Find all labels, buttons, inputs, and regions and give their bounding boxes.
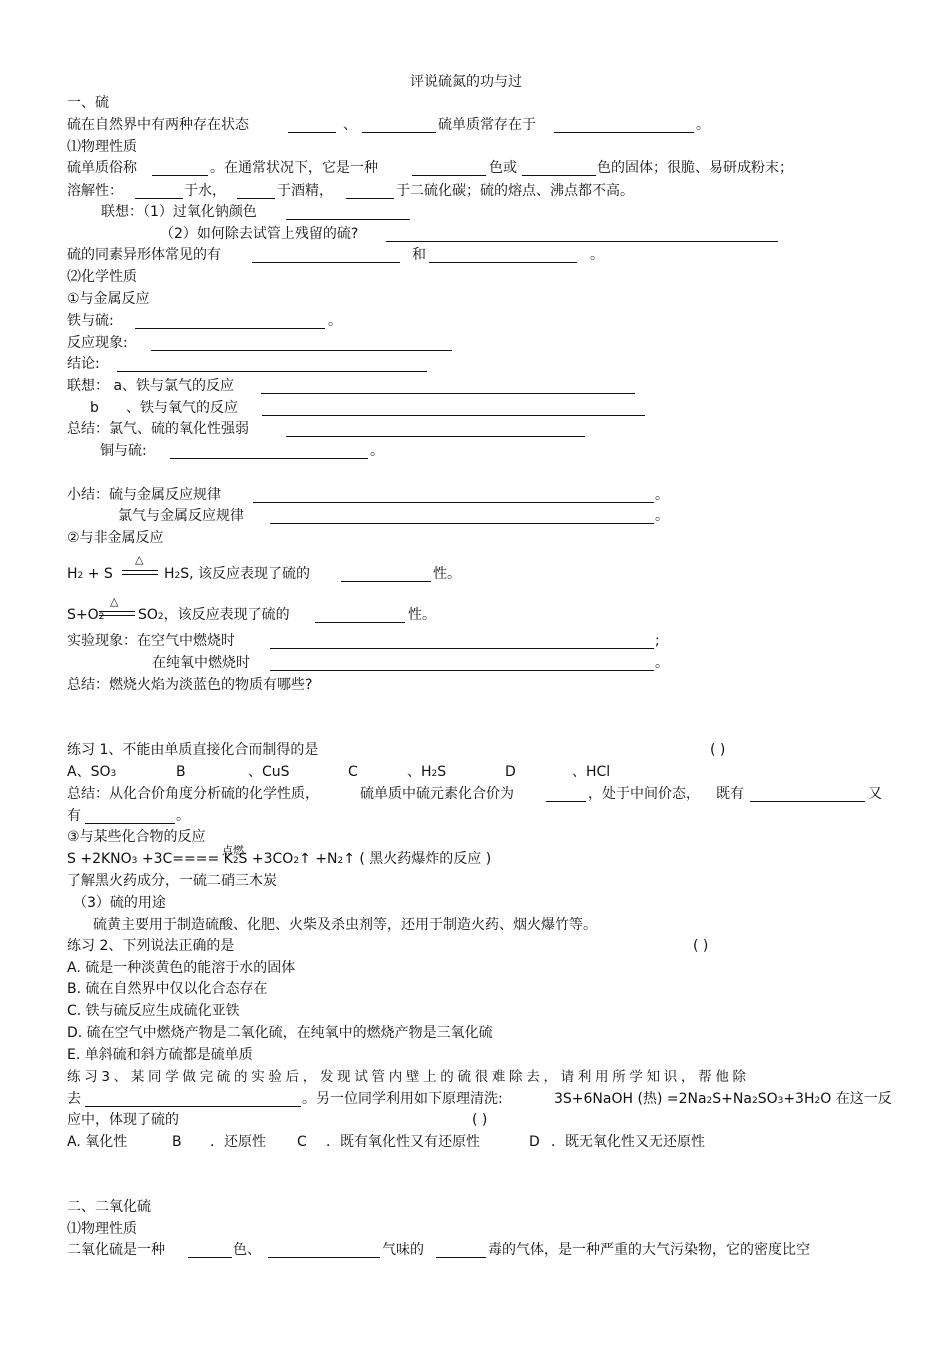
- blank: [750, 801, 865, 802]
- equation-naoh: 3S+6NaOH (热) =2Na2S+Na2SO3+3H2O 在这一反: [554, 1091, 892, 1107]
- option-b: 、CuS: [248, 764, 290, 780]
- text: 总结：从化合价角度分析硫的化学性质，: [67, 786, 319, 802]
- blank: [341, 581, 431, 582]
- text: 联想：（1）过氧化钠颜色: [101, 204, 257, 220]
- text: 毒的气体，是一种严重的大气污染物，它的密度比空: [488, 1242, 810, 1258]
- option-b-label: B: [172, 1134, 182, 1150]
- arrow-line: [122, 574, 158, 575]
- option-d-label: D: [529, 1134, 540, 1150]
- option-c: 、H2S: [407, 764, 447, 780]
- option-e: E. 单斜硫和斜方硫都是硫单质: [67, 1047, 253, 1063]
- subheading-chemical: ⑵化学性质: [67, 269, 137, 285]
- answer-paren: ( ): [693, 938, 709, 954]
- ignite-label: 点燃: [222, 844, 244, 857]
- text: 实验现象：在空气中燃烧时: [67, 633, 235, 649]
- subheading-use: （3）硫的用途: [73, 895, 166, 911]
- text: 性。: [408, 607, 436, 623]
- blank: [270, 648, 654, 649]
- text: 在纯氧中燃烧时: [152, 655, 250, 671]
- text: 总结：燃烧火焰为淡蓝色的物质有哪些?: [67, 677, 313, 693]
- arrow-line: [99, 611, 135, 612]
- blank: [436, 1257, 486, 1258]
- heat-symbol: △: [110, 595, 119, 608]
- exercise-2-question: 练习 2、下列说法正确的是: [67, 938, 235, 954]
- blank: [315, 622, 405, 623]
- equation-product: H2S, 该反应表现了硫的: [164, 566, 311, 582]
- text: 于二硫化碳；硫的熔点、沸点都不高。: [396, 183, 634, 199]
- text: 了解黑火药成分，一硫二硝三木炭: [67, 873, 277, 889]
- text: 硫在自然界中有两种存在状态: [67, 117, 249, 133]
- option-a: A. 硫是一种淡黄色的能溶于水的固体: [67, 960, 296, 976]
- line-existence: [67, 116, 249, 134]
- text: 。: [328, 313, 342, 329]
- text: 。在通常状况下，它是一种: [210, 160, 378, 176]
- text: 气味的: [382, 1242, 424, 1258]
- blank: [270, 523, 654, 524]
- text: 于酒精，: [277, 183, 333, 199]
- text: 。: [655, 655, 669, 671]
- option-d-label: D: [505, 764, 516, 780]
- blank: [152, 175, 208, 176]
- text: 色、: [233, 1242, 261, 1258]
- exercise-3-question: 练 习 3 、 某 同 学 做 完 硫 的 实 验 后 ， 发 现 试 管 内 壁 上 的 硫 很 难 除 去 ， 请 利 用 所 学 知 识 ， 帮 他 除: [67, 1069, 746, 1085]
- equation-product: SO2，该反应表现了硫的: [138, 607, 290, 623]
- arrow-line: [99, 615, 135, 616]
- blank: [386, 241, 778, 242]
- blank: [288, 132, 336, 133]
- answer-paren: ( ): [710, 742, 726, 758]
- option-b-label: B: [176, 764, 186, 780]
- text: 联想： a、铁与氯气的反应: [67, 378, 235, 394]
- text: 于水，: [184, 183, 226, 199]
- text: 铜与硫:: [100, 443, 147, 459]
- option-c: ．既有氧化性又有还原性: [326, 1134, 480, 1150]
- subheading-physical: ⑴物理性质: [67, 1221, 137, 1237]
- subheading-physical: ⑴物理性质: [67, 139, 137, 155]
- option-c-label: C: [297, 1134, 307, 1150]
- text: 。: [590, 247, 604, 263]
- blank: [117, 371, 427, 372]
- text: 性。: [433, 566, 461, 582]
- blank: [135, 328, 325, 329]
- text: 溶解性：: [67, 183, 123, 199]
- text: 。: [696, 117, 710, 133]
- blank: [253, 502, 654, 503]
- blank: [346, 198, 394, 199]
- blank: [262, 415, 645, 416]
- text: 和: [412, 247, 426, 263]
- text: 既有: [716, 786, 744, 802]
- option-c-label: C: [348, 764, 358, 780]
- blank: [286, 219, 410, 220]
- blank: [261, 393, 635, 394]
- text: 硫黄主要用于制造硫酸、化肥、火柴及杀虫剂等，还用于制造火药、烟火爆竹等。: [93, 917, 597, 933]
- text: 氯气与金属反应规律: [118, 508, 244, 524]
- text: 、铁与氧气的反应: [126, 400, 238, 416]
- text: 硫单质常存在于: [438, 117, 536, 133]
- text: 去: [67, 1091, 81, 1107]
- text: 。: [655, 487, 669, 503]
- text: 硫单质俗称: [67, 160, 137, 176]
- text: 结论:: [67, 356, 100, 372]
- text: ，处于中间价态，: [588, 786, 700, 802]
- option-c: C. 铁与硫反应生成硫化亚铁: [67, 1003, 240, 1019]
- text: 二氧化硫是一种: [67, 1242, 165, 1258]
- blank: [135, 198, 183, 199]
- option-a: A. 氧化性: [67, 1134, 128, 1150]
- text: ;: [655, 633, 660, 649]
- blank: [286, 436, 585, 437]
- section-1-heading: 一、硫: [67, 95, 109, 111]
- blank: [429, 262, 577, 263]
- text: 又: [868, 786, 882, 802]
- exercise-1-question: 练习 1、不能由单质直接化合而制得的是: [67, 742, 319, 758]
- text: （2）如何除去试管上残留的硫?: [160, 226, 359, 242]
- text: 。另一位同学利用如下原理清洗:: [302, 1091, 503, 1107]
- page-title: 评说硫氮的功与过: [410, 74, 522, 90]
- equation-gunpowder: S +2KNO3 +3C==== K2S +3CO2↑ +N2↑ ( 黑火药爆炸的反应 ): [67, 851, 492, 867]
- blank: [554, 132, 694, 133]
- text: b: [90, 400, 99, 416]
- blank: [270, 670, 654, 671]
- option-b: ．还原性: [210, 1134, 266, 1150]
- blank: [362, 132, 436, 133]
- text: 有: [67, 808, 81, 824]
- text: 色的固体；很脆、易研成粉末；: [597, 160, 793, 176]
- text: 色或: [489, 160, 517, 176]
- blank: [522, 175, 596, 176]
- option-d: ．既无氧化性又无还原性: [551, 1134, 705, 1150]
- blank: [151, 350, 452, 351]
- text: 铁与硫:: [67, 313, 114, 329]
- text: 总结：氯气、硫的氧化性强弱: [67, 421, 249, 437]
- arrow-line: [122, 570, 158, 571]
- blank: [252, 262, 400, 263]
- subheading-nonmetal: ②与非金属反应: [67, 530, 164, 546]
- blank: [412, 175, 486, 176]
- equation-s-o2: S+O2: [67, 607, 105, 623]
- text: 反应现象:: [67, 335, 128, 351]
- text: 。: [176, 808, 190, 824]
- text: 应中，体现了硫的: [67, 1112, 179, 1128]
- option-d: 、HCl: [572, 764, 611, 780]
- text: 。: [370, 443, 384, 459]
- text: 。: [655, 508, 669, 524]
- blank: [188, 1257, 232, 1258]
- subheading-metal: ①与金属反应: [67, 291, 150, 307]
- text: 、: [343, 117, 357, 133]
- answer-paren: ( ): [472, 1112, 488, 1128]
- section-2-heading: 二、二氧化硫: [67, 1199, 151, 1215]
- blank: [237, 198, 275, 199]
- subheading-compound: ③与某些化合物的反应: [67, 829, 206, 845]
- blank: [268, 1257, 380, 1258]
- option-a: A、SO3: [67, 764, 117, 780]
- blank: [85, 823, 175, 824]
- heat-symbol: △: [135, 553, 144, 566]
- text: 硫的同素异形体常见的有: [67, 247, 221, 263]
- blank: [546, 801, 586, 802]
- blank: [85, 1106, 301, 1107]
- equation-h2-s: H2 + S: [67, 566, 113, 582]
- option-d: D. 硫在空气中燃烧产物是二氧化硫，在纯氧中的燃烧产物是三氧化硫: [67, 1025, 493, 1041]
- blank: [170, 458, 368, 459]
- option-b: B. 硫在自然界中仅以化合态存在: [67, 981, 268, 997]
- text: 小结：硫与金属反应规律: [67, 487, 221, 503]
- text: 硫单质中硫元素化合价为: [360, 786, 514, 802]
